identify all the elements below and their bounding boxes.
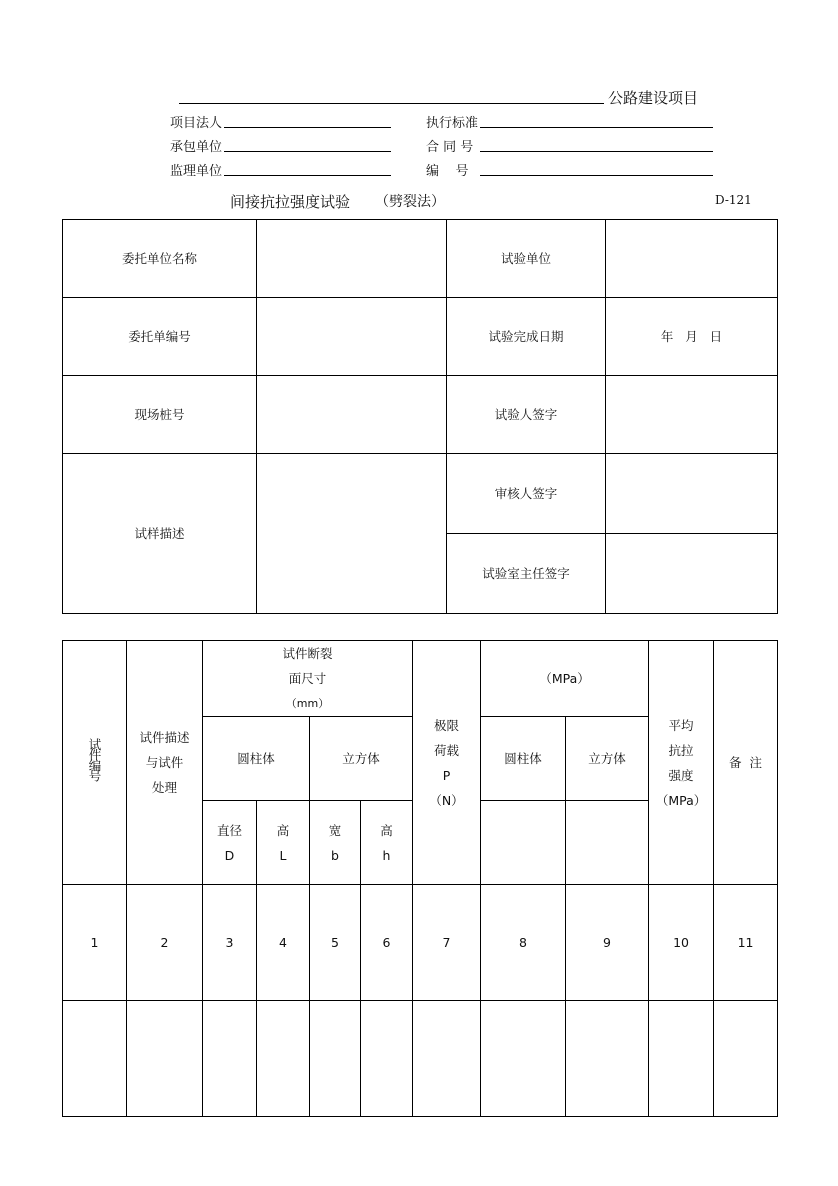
size-cube-header: 立方体 [310, 717, 413, 801]
project-suffix: 公路建设项目 [608, 89, 699, 107]
station-value[interactable] [257, 376, 447, 454]
ultimate-load-header: 极限 荷载 P （N） [413, 641, 481, 885]
data-cell[interactable] [481, 1001, 566, 1117]
supervisor-line [224, 175, 391, 176]
data-cell[interactable] [714, 1001, 778, 1117]
client-name-value[interactable] [257, 220, 447, 298]
contract-no-line [480, 151, 713, 152]
description-header: 试件描述 与试件 处理 [127, 641, 203, 885]
director-sign-label: 试验室主任签字 [447, 534, 606, 614]
tester-sign-value[interactable] [606, 376, 778, 454]
col-number: 1 [63, 885, 127, 1001]
data-cell[interactable] [127, 1001, 203, 1117]
data-cell[interactable] [566, 1001, 649, 1117]
col-number: 4 [257, 885, 310, 1001]
strength-cylinder-header: 圆柱体 [481, 717, 566, 801]
order-no-value[interactable] [257, 298, 447, 376]
sample-desc-label: 试样描述 [63, 454, 257, 614]
client-name-label: 委托单位名称 [63, 220, 257, 298]
remark-header: 备 注 [714, 641, 778, 885]
fracture-size-header: 试件断裂 面尺寸 （mm） [203, 641, 413, 717]
tester-sign-label: 试验人签字 [447, 376, 606, 454]
contractor-line [224, 151, 391, 152]
col-number: 2 [127, 885, 203, 1001]
data-cell[interactable] [310, 1001, 361, 1117]
label-contractor: 承包单位 [170, 140, 223, 155]
label-contract-no: 合 同 号 [426, 140, 474, 155]
strength-cube-sub [566, 801, 649, 885]
test-unit-label: 试验单位 [447, 220, 606, 298]
data-cell[interactable] [361, 1001, 413, 1117]
data-cell[interactable] [257, 1001, 310, 1117]
completion-date-value[interactable]: 年 月 日 [606, 298, 778, 376]
cyl-height-header: 高 L [257, 801, 310, 885]
cube-height-header: 高 h [361, 801, 413, 885]
director-sign-value[interactable] [606, 534, 778, 614]
data-cell[interactable] [63, 1001, 127, 1117]
col-number: 10 [649, 885, 714, 1001]
col-number: 9 [566, 885, 649, 1001]
order-no-label: 委托单编号 [63, 298, 257, 376]
col-number: 5 [310, 885, 361, 1001]
serial-no-line [480, 175, 713, 176]
project-name-line [179, 103, 604, 104]
station-label: 现场桩号 [63, 376, 257, 454]
width-header: 宽 b [310, 801, 361, 885]
size-cylinder-header: 圆柱体 [203, 717, 310, 801]
label-standard: 执行标准 [426, 116, 479, 131]
col-number: 7 [413, 885, 481, 1001]
strength-cylinder-sub [481, 801, 566, 885]
completion-date-label: 试验完成日期 [447, 298, 606, 376]
project-owner-line [224, 127, 391, 128]
data-row [63, 1001, 778, 1117]
label-serial-no: 编 号 [426, 164, 469, 179]
col-number: 11 [714, 885, 778, 1001]
sample-desc-value[interactable] [257, 454, 447, 614]
specimen-no-header: 试件编号 [63, 641, 127, 885]
info-table [62, 219, 778, 614]
column-number-row [63, 885, 778, 1001]
col-number: 8 [481, 885, 566, 1001]
col-number: 6 [361, 885, 413, 1001]
strength-cube-header: 立方体 [566, 717, 649, 801]
form-title: 间接抗拉强度试验 [230, 193, 351, 211]
label-project-owner: 项目法人 [170, 116, 223, 131]
data-cell[interactable] [413, 1001, 481, 1117]
col-number: 3 [203, 885, 257, 1001]
reviewer-sign-label: 审核人签字 [447, 454, 606, 534]
avg-strength-header: 平均 抗拉 强度 （MPa） [649, 641, 714, 885]
form-subtitle: （劈裂法） [375, 194, 445, 210]
label-supervisor: 监理单位 [170, 164, 223, 179]
data-cell[interactable] [203, 1001, 257, 1117]
diameter-header: 直径 D [203, 801, 257, 885]
data-cell[interactable] [649, 1001, 714, 1117]
reviewer-sign-value[interactable] [606, 454, 778, 534]
standard-line [480, 127, 713, 128]
form-code: D-121 [715, 193, 752, 207]
mpa-header: （MPa） [481, 641, 649, 717]
test-unit-value[interactable] [606, 220, 778, 298]
data-table [62, 640, 778, 1117]
